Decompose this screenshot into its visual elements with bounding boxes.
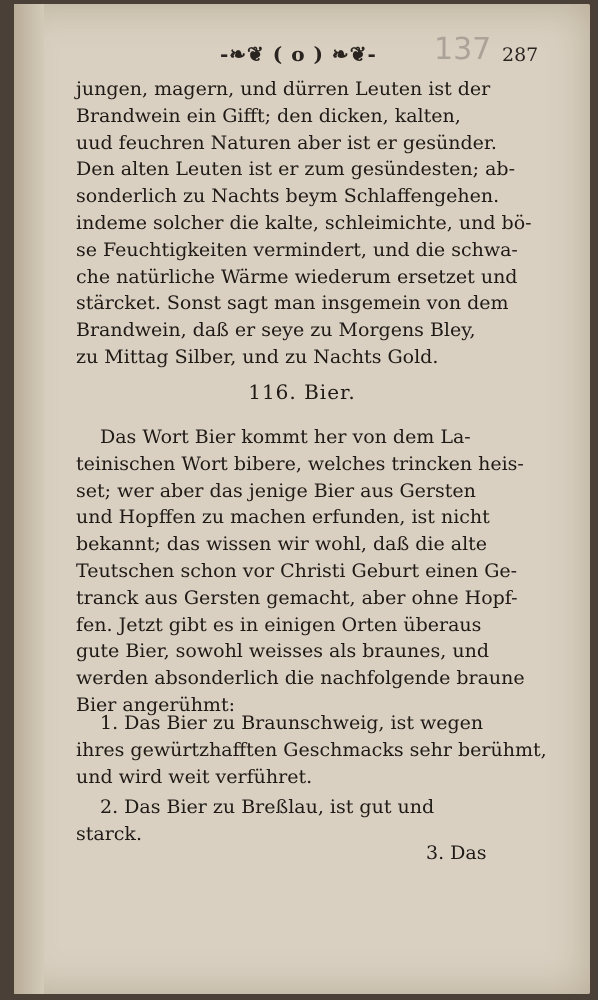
text-line: zu Mittag Silber, und zu Nachts Gold. [76, 345, 439, 368]
text-line: und Hopffen zu machen erfunden, ist nicht [76, 506, 490, 529]
handwritten-note: 137 [434, 32, 492, 67]
text-line: teinischen Wort bibere, welches trincken heis- [76, 452, 524, 475]
text-line: set; wer aber das jenige Bier aus Gersten [76, 479, 476, 502]
text-line: 1. Das Bier zu Braunschweig, ist wegen [100, 712, 484, 734]
text-line: gute Bier, sowohl weisses als braunes, und [76, 640, 489, 663]
text-line: 2. Das Bier zu Breßlau, ist gut und [100, 796, 435, 818]
text-line: starck. [76, 822, 142, 845]
list-item-braunschweig [76, 710, 552, 790]
text-line: tranck aus Gersten gemacht, aber ohne Hopf- [76, 586, 518, 609]
text-line: jungen, magern, und dürren Leuten ist der [76, 78, 491, 100]
text-line: bekannt; das wissen wir wohl, daß die alte [76, 533, 488, 556]
catchword: 3. Das [426, 842, 487, 864]
text-line: Bier angerühmt: [76, 693, 235, 716]
paragraph-bier [76, 424, 552, 719]
book-page [14, 4, 590, 994]
text-line: stärcket. Sonst sagt man insgemein von dem [76, 292, 509, 315]
text-line: und wird weit verführet. [76, 765, 313, 788]
text-line: fen. Jetzt gibt es in einigen Orten überaus [76, 613, 482, 636]
text-line: indeme solcher die kalte, schleimichte, und bö- [76, 211, 532, 234]
text-line: Brandwein ein Gifft; den dicken, kalten, [76, 104, 461, 127]
text-line: uud feuchren Naturen aber ist er gesünder. [76, 131, 497, 154]
text-line: Brandwein, daß er seye zu Morgens Bley, [76, 319, 476, 342]
page-header [14, 32, 590, 72]
text-line: Den alten Leuten ist er zum gesündesten; ab- [76, 158, 515, 181]
paragraph-brandwein [76, 76, 552, 371]
text-line: ihres gewürtzhafften Geschmacks sehr berühmt, [76, 738, 547, 761]
text-line: se Feuchtigkeiten vermindert, und die schwa- [76, 238, 518, 261]
text-line: Teutschen schon vor Christi Geburt einen Ge- [76, 559, 518, 582]
list-item-breslau [76, 794, 552, 848]
header-ornament: -❧❦ ( o ) ❧❦- [220, 42, 377, 66]
text-line: che natürliche Wärme wiederum ersetzet und [76, 265, 518, 288]
text-line: werden absonderlich die nachfolgende braune [76, 667, 525, 690]
page-gutter [14, 4, 44, 994]
page-number: 287 [502, 44, 539, 66]
text-line: sonderlich zu Nachts beym Schlaffengehen. [76, 185, 500, 208]
section-heading: 116. Bier. [248, 380, 356, 404]
text-line: Das Wort Bier kommt her von dem La- [100, 426, 471, 448]
